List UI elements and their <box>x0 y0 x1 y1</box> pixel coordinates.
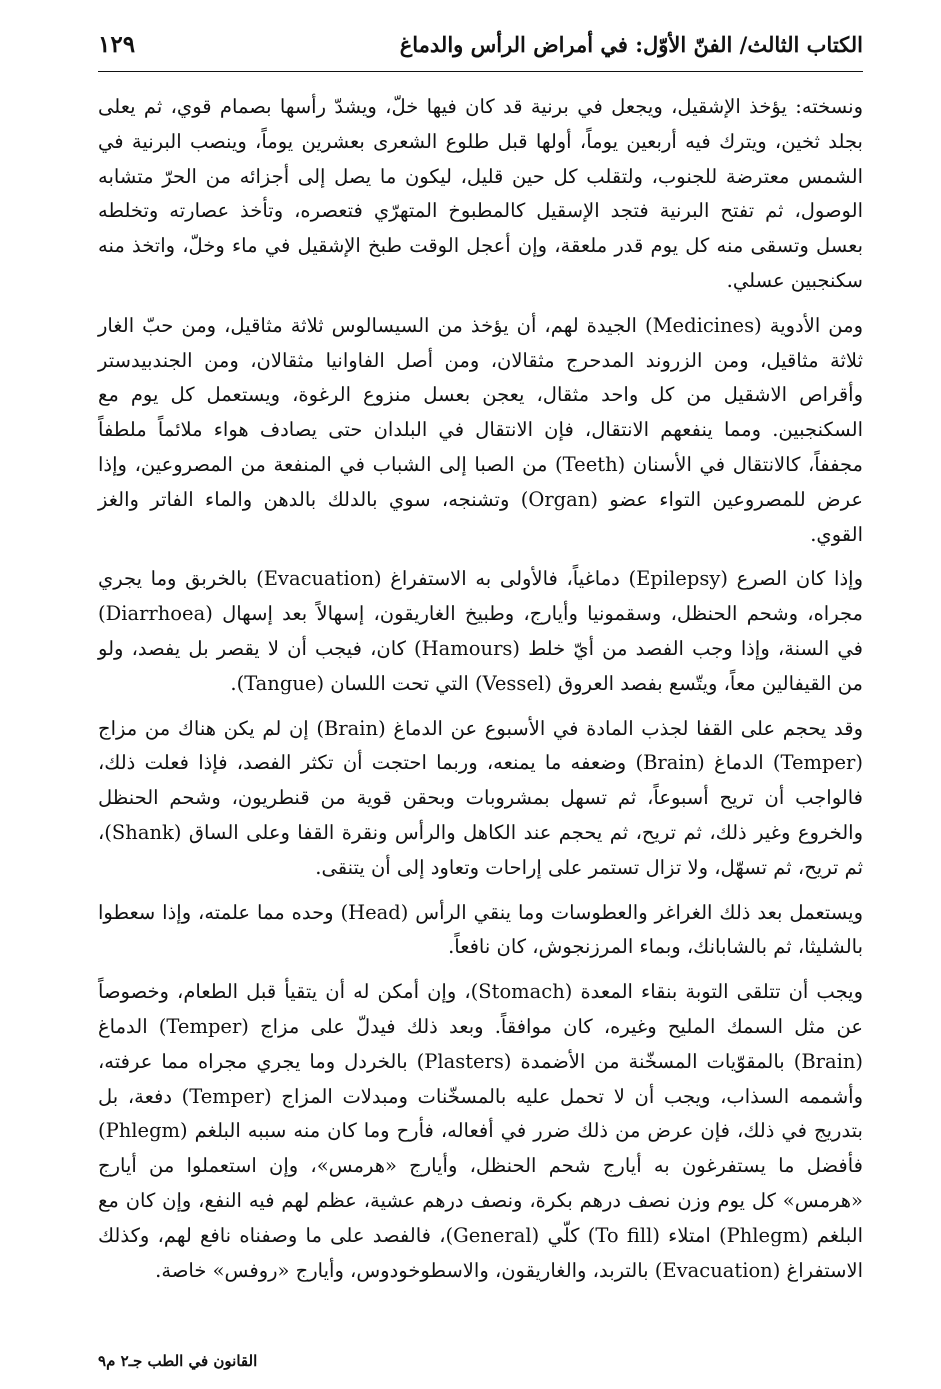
paragraph-1: ونسخته: يؤخذ الإشقيل، ويجعل في برنية قد كان فيها خلّ، ويشدّ رأسها بصمام قوي، ثم يعلى بجلد ثخين، ويترك فيه أربعين يوماً، أولها قبل طلوع الشعرى بعشرين يوماً، وينصب البرنية في الشمس معترضة للجنوب، ولتقلب كل حين قليل، ليكون ما يصل إلى أجزائه من الحرّ متشابه الوصول، ثم تفتح البرنية فتجد الإسقيل كالمطبوخ المتهرّي فتعصره، وتأخذ عصارته وتخلطه بعسل وتسقى منه كل يوم قدر ملعقة، وإن أعجل الوقت طبخ الإشقيل في ماء وخلّ، واتخذ منه سكنجبين عسلي. <box>98 95 863 292</box>
page-number: ١٢٩ <box>98 31 136 58</box>
paragraph-5: ويستعمل بعد ذلك الغراغر والعطوسات وما ينقي الرأس (Head) وحده مما علمته، وإذا سعطوا بالشليثا، ثم بالشابانك، وبماء المرزنجوش، كان نافعاً. <box>98 900 863 959</box>
header-divider <box>98 71 863 72</box>
body-text <box>98 90 863 1298</box>
paragraph-2: ومن الأدوية (Medicines) الجيدة لهم، أن يؤخذ من السيسالوس ثلاثة مثاقيل، ومن حبّ الغار ثلاثة مثاقيل، ومن الزروند المدحرج مثقالان، ومن أصل الفاوانيا مثقالان، ومن الجندبيدستر وأقراص الاشقيل من كل واحد مثقال، يعجن بعسل منزوع الرغوة، ويستعمل كل يوم مع السكنجبين. ومما ينفعهم الانتقال، فإن الانتقال في البلدان حتى يصادف هواء ملائماً ملطفاً مجففاً، كالانتقال في الأسنان (Teeth) من الصبا إلى الشباب في المنفعة من المصروعين، وإذا عرض للمصروعين التواء عضو (Organ) وتشنجه، سوي بالدلك بالدهن والماء الفاتر والغز القوي. <box>98 313 864 546</box>
paragraph-6: ويجب أن تتلقى التوبة بنقاء المعدة (Stomach)، وإن أمكن له أن يتقيأ قبل الطعام، وخصوصاً عن مثل السمك المليح وغيره، كان موافقاً. وبعد ذلك فيدلّ على مزاج (Temper) الدماغ (Brain) بالمقوّيات المسخّنة من الأضمدة (Plasters) بالخردل وما يجري مجراه مما عرفته، وأشممه السذاب، ويجب أن لا تحمل عليه بالمسخّنات ومبدلات المزاج (Temper) دفعة، بل بتدريج في ذلك، فإن عرض من ذلك ضرر في أفعاله، فأرح وما كان منه سببه البلغم (Phlegm) فأفضل ما يستفرغون به أيارج شحم الحنظل، وأيارج «هرمس»، وإن استعملوا من أيارج «هرمس» كل يوم وزن نصف درهم بكرة، ونصف درهم عشية، عظم لهم فيه النفع، وإن كان مع البلغم (Phlegm) امتلاء (To fill) كلّي (General)، فالفصد على ما وصفناه نافع لهم، وكذلك الاستفراغ (Evacuation) بالتربد، والغاريقون، والاسطوخودوس، وأيارج «روفس» خاصة. <box>98 980 864 1282</box>
paragraph-4: وقد يحجم على القفا لجذب المادة في الأسبوع عن الدماغ (Brain) إن لم يكن هناك من مزاج (Temper) الدماغ (Brain) وضعفه ما يمنعه، وربما احتجت أن تكثر الفصد، فإذا فعلت ذلك، فالواجب أن تريح أسبوعاً، ثم تسهل بمشروبات وبحقن قوية من قنطريون، وشحم الحنظل والخروع وغير ذلك، ثم تريح، ثم يحجم عند الكاهل والرأس ونقرة القفا وعلى الساق (Shank)، ثم تريح، ثم تسهّل، ولا تزال تستمر على إراحات وتعاود إلى أن يتنقى. <box>98 716 863 879</box>
footer-signature: القانون في الطب جـ٢ م٩ <box>98 1352 258 1370</box>
paragraph-3: وإذا كان الصرع (Epilepsy) دماغياً، فالأولى به الاستفراغ (Evacuation) بالخربق وما يجري مجراه، وشحم الحنظل، وسقمونيا وأيارج، وطبيخ الغاريقون، إسهالاً بعد إسهال (Diarrhoea) في السنة، وإذا وجب الفصد من أيّ خلط (Hamours) كان، فيجب أن لا يقصر بل يفصد، ولو من القيفالين معاً، ويتّسع بفصد العروق (Vessel) التي تحت اللسان (Tangue). <box>98 567 864 695</box>
running-title: الكتاب الثالث/ الفنّ الأوّل: في أمراض الرأس والدماغ <box>399 32 863 57</box>
